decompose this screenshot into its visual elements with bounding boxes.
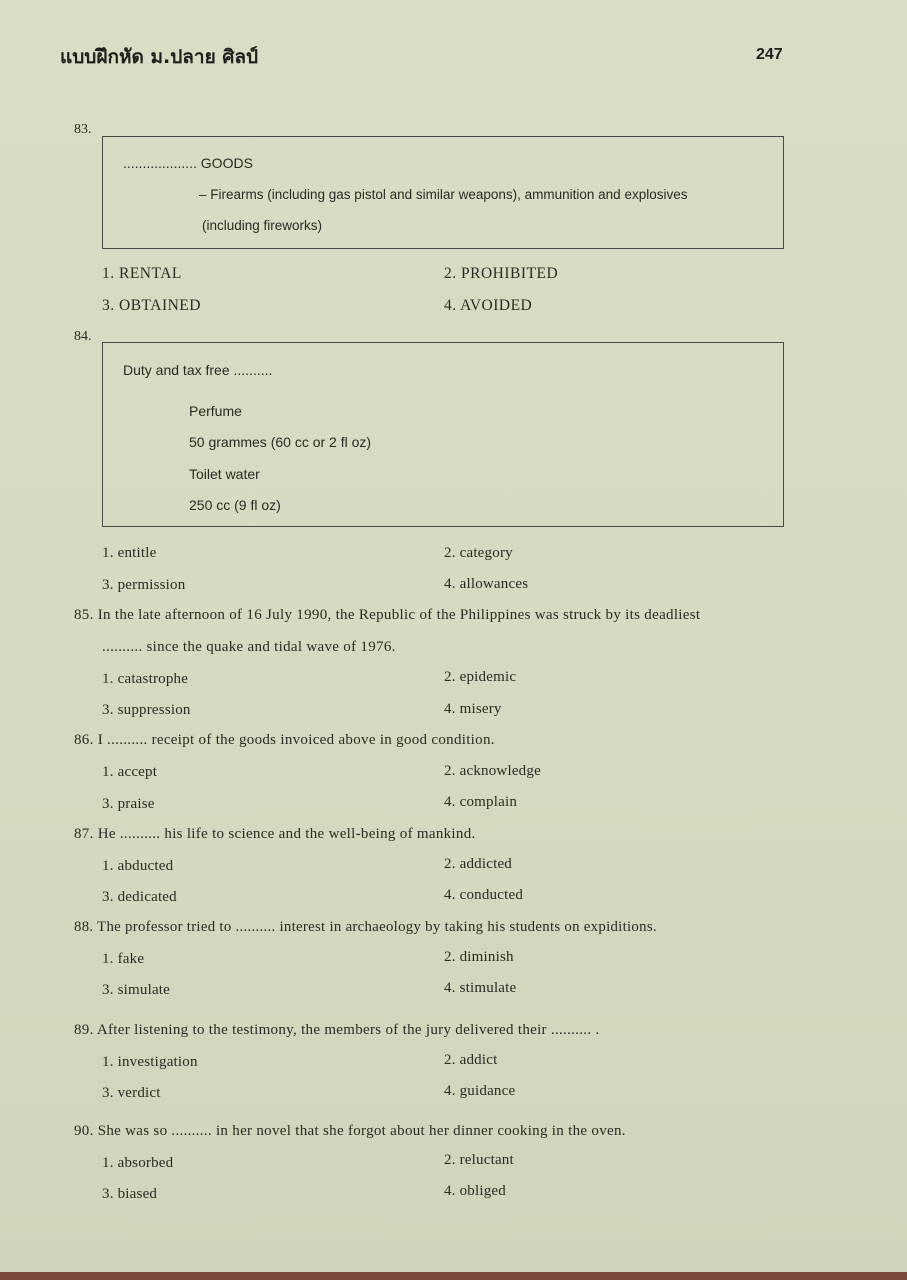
q84-box-line-2: Perfume xyxy=(189,403,242,419)
q89-option-3: 3. verdict xyxy=(102,1085,161,1101)
q87-option-1: 1. abducted xyxy=(102,858,174,874)
question-83-box xyxy=(102,136,784,249)
q86-option-1: 1. accept xyxy=(102,764,158,780)
q84-box-line-1: Duty and tax free .......... xyxy=(123,362,273,378)
q85-option-2: 2. epidemic xyxy=(444,669,517,685)
q84-box-line-5: 250 cc (9 fl oz) xyxy=(189,497,281,513)
q84-option-1: 1. entitle xyxy=(102,545,157,561)
q90-option-1: 1. absorbed xyxy=(102,1155,174,1171)
q88-option-3: 3. simulate xyxy=(102,982,171,998)
q85-option-3: 3. suppression xyxy=(102,702,191,718)
q87-option-2: 2. addicted xyxy=(444,856,513,872)
question-84-box xyxy=(102,342,784,527)
q85-text-line-2: .......... since the quake and tidal wave of 1976. xyxy=(102,639,396,655)
q88-text-line-1: 88. The professor tried to .......... interest in archaeology by taking his students on expiditions. xyxy=(74,919,657,935)
q83-box-line-1: ................... GOODS xyxy=(123,155,253,171)
q85-option-1: 1. catastrophe xyxy=(102,671,189,687)
q87-option-4: 4. conducted xyxy=(444,887,524,903)
q89-text-line-1: 89. After listening to the testimony, the members of the jury delivered their .......... . xyxy=(74,1022,600,1038)
q83-option-1: 1. RENTAL xyxy=(102,265,182,282)
q85-option-4: 4. misery xyxy=(444,701,502,717)
q88-option-4: 4. stimulate xyxy=(444,980,517,996)
q88-option-2: 2. diminish xyxy=(444,949,514,965)
q87-text-line-1: 87. He .......... his life to science and the well-being of mankind. xyxy=(74,826,476,842)
q90-option-4: 4. obliged xyxy=(444,1183,506,1199)
q86-option-3: 3. praise xyxy=(102,796,155,812)
page-bottom-edge xyxy=(0,1272,907,1280)
q83-option-3: 3. OBTAINED xyxy=(102,297,201,314)
q84-option-3: 3. permission xyxy=(102,577,186,593)
q88-option-1: 1. fake xyxy=(102,951,145,967)
question-84-number: 84. xyxy=(74,329,92,344)
q86-option-2: 2. acknowledge xyxy=(444,763,541,779)
question-83-number: 83. xyxy=(74,122,92,137)
q84-box-line-4: Toilet water xyxy=(189,466,260,482)
q84-option-4: 4. allowances xyxy=(444,576,529,592)
q85-text-line-1: 85. In the late afternoon of 16 July 1990, the Republic of the Philippines was struck by its deadliest xyxy=(74,607,701,623)
page-header-title: แบบฝึกหัด ม.ปลาย ศิลป์ xyxy=(60,46,259,68)
q84-box-line-3: 50 grammes (60 cc or 2 fl oz) xyxy=(189,434,372,450)
q83-option-2: 2. PROHIBITED xyxy=(444,265,559,282)
q90-option-3: 3. biased xyxy=(102,1186,158,1202)
q90-option-2: 2. reluctant xyxy=(444,1152,514,1168)
q83-option-4: 4. AVOIDED xyxy=(444,297,533,314)
q86-text-line-1: 86. I .......... receipt of the goods invoiced above in good condition. xyxy=(74,732,495,748)
q86-option-4: 4. complain xyxy=(444,794,518,810)
q83-box-line-3: (including fireworks) xyxy=(202,218,323,233)
q89-option-2: 2. addict xyxy=(444,1052,498,1068)
q90-text-line-1: 90. She was so .......... in her novel that she forgot about her dinner cooking in the oven. xyxy=(74,1123,626,1139)
q83-box-line-2: – Firearms (including gas pistol and similar weapons), ammunition and explosives xyxy=(199,187,688,202)
page-number: 247 xyxy=(756,46,783,63)
q89-option-1: 1. investigation xyxy=(102,1054,198,1070)
q89-option-4: 4. guidance xyxy=(444,1083,516,1099)
q87-option-3: 3. dedicated xyxy=(102,889,177,905)
q84-option-2: 2. category xyxy=(444,545,513,561)
